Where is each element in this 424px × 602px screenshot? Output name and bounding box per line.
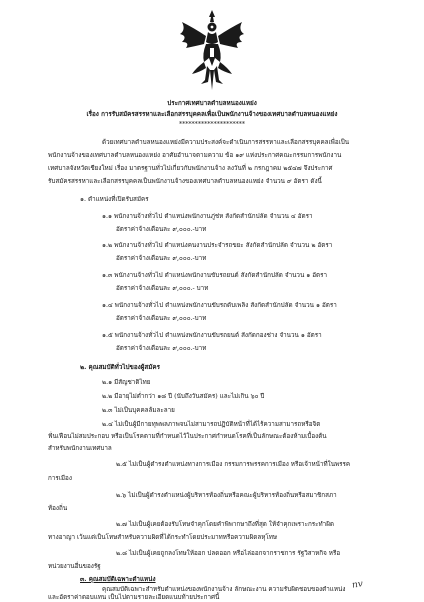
qualification-2-3: ๒.๓ ไม่เป็นบุคคลล้มละลาย — [102, 407, 175, 414]
org-title: ประกาศเทศบาลตำบลหนองแหย่ง — [167, 100, 257, 107]
qualification-2-2: ๒.๒ มีอายุไม่ต่ำกว่า ๑๘ ปี (นับถึงวันสมัคร) และไม่เกิน ๖๐ ปี — [102, 393, 265, 400]
position-1-3-wage: อัตราค่าจ้างเดือนละ ๙,๐๐๐.- บาท — [116, 285, 209, 292]
qualification-2-6: ๒.๖ ไม่เป็นผู้ดำรงตำแหน่งผู้บริหารท้องถิ่นหรือคณะผู้บริหารท้องถิ่นหรือสมาชิกสภา — [116, 492, 337, 499]
intro-line-3: เทศบาลจังหวัดเชียงใหม่ เรื่อง มาตรฐานทั่วไปเกี่ยวกับพนักงานจ้าง ลงวันที่ ๒ กรกฎาคม ๒๕๔๗ จึงประกาศ — [48, 165, 333, 172]
separator-stars: ********************* — [178, 121, 246, 128]
qualification-2-6-cont: ท้องถิ่น — [48, 505, 68, 512]
qualification-2-1: ๒.๑ มีสัญชาติไทย — [102, 379, 151, 386]
section-1-title: ๑. ตำแหน่งที่เปิดรับสมัคร — [80, 196, 149, 203]
position-1-4-wage: อัตราค่าจ้างเดือนละ ๙,๐๐๐.-บาท — [116, 315, 207, 322]
position-1-1-wage: อัตราค่าจ้างเดือนละ ๙,๐๐๐.-บาท — [116, 226, 207, 233]
position-1-2: ๑.๒ พนักงานจ้างทั่วไป ตำแหน่งคนงานประจำรถขยะ สังกัดสำนักปลัด จำนวน ๒ อัตรา — [102, 242, 333, 249]
intro-line-1: ด้วยเทศบาลตำบลหนองแหย่งมีความประสงค์จะดำเนินการสรรหาและเลือกสรรบุคคลเพื่อเป็น — [102, 139, 350, 146]
section-3-title: ๓. คุณสมบัติเฉพาะตำแหน่ง — [80, 576, 156, 583]
qualification-2-4-end: สำหรับพนักงานเทศบาล — [48, 445, 112, 452]
qualification-2-5: ๒.๕ ไม่เป็นผู้ดำรงตำแหน่งทางการเมือง กรรมการพรรคการเมือง หรือเจ้าหน้าที่ในพรรค — [116, 461, 351, 468]
intro-line-4: รับสมัครสรรหาและเลือกสรรบุคคลเป็นพนักงานจ้างของเทศบาลตำบลหนองแหย่ง จำนวน ๙ อัตรา ดังนี้ — [48, 178, 322, 185]
position-1-1: ๑.๑ พนักงานจ้างทั่วไป ตำแหน่งพนักงานภู่ช่ห สังกัดสำนักปลัด จำนวน ๔ อัตรา — [102, 213, 313, 220]
qualification-2-8: ๒.๘ ไม่เป็นผู้เคยถูกลงโทษให้ออก ปลดออก หรือไล่ออกจากราชการ รัฐวิสาหกิจ หรือ — [116, 550, 341, 557]
position-1-2-wage: อัตราค่าจ้างเดือนละ ๙,๐๐๐.-บาท — [116, 255, 207, 262]
intro-line-2: พนักงานจ้างของเทศบาลตำบลหนองแหย่ง อาศัยอำนาจตามความ ข้อ ๑๙ แห่งประกาศคณะกรรมการพนักงาน — [48, 152, 342, 159]
signature-mark: nv — [351, 579, 364, 591]
section-2-title: ๒. คุณสมบัติทั่วไปของผู้สมัคร — [80, 364, 160, 371]
qualification-2-4-cont: ฟั่นเฟือนไม่สมประกอบ หรือเป็นโรคตามที่กำหนดไว้ในประกาศกำหนดโรคที่เป็นลักษณะต้องห้ามเบื้องต้น — [48, 433, 327, 440]
position-1-4: ๑.๔ พนักงานจ้างทั่วไป ตำแหน่งพนักงานขับรถดับเพลิง สังกัดสำนักปลัด จำนวน ๑ อัตรา — [102, 302, 337, 309]
position-1-5-wage: อัตราค่าจ้างเดือนละ ๙,๐๐๐.-บาท — [116, 345, 207, 352]
position-1-5: ๑.๕ พนักงานจ้างทั่วไป ตำแหน่งพนักงานขับรถยนต์ สังกัดกองช่าง จำนวน ๑ อัตรา — [102, 332, 322, 339]
section-3-line-2: และอัตราค่าตอบแทน เป็นไปตามรายละเอียดแนบท้ายประกาศนี้ — [48, 594, 220, 601]
qualification-2-4: ๒.๔ ไม่เป็นผู้มีกายทุพพลภาพจนไม่สามารถปฏิบัติหน้าที่ได้ไร้ความสามารถหรือจิต — [102, 421, 321, 428]
qualification-2-5-cont: การเมือง — [48, 475, 72, 482]
qualification-2-7: ๒.๗ ไม่เป็นผู้เคยต้องรับโทษจำคุกโดยคำพิพากษาถึงที่สุด ให้จำคุกเพราะกระทำผิด — [116, 521, 335, 528]
qualification-2-7-cont: ทางอาญา เว้นแต่เป็นโทษสำหรับความผิดที่ได้กระทำโดยประมาทหรือความผิดลหุโทษ — [48, 534, 278, 541]
subject-line: เรื่อง การรับสมัครสรรหาและเลือกสรรบุคคลเพื่อเป็นพนักงานจ้างของเทศบาลตำบลหนองแหย่ง — [86, 111, 338, 118]
qualification-2-8-cont: หน่วยงานอื่นของรัฐ — [48, 563, 101, 570]
garuda-emblem-icon — [176, 8, 248, 92]
section-3-line-1: คุณสมบัติเฉพาะสำหรับตำแหน่งของพนักงานจ้าง ลักษณะงาน ความรับผิดชอบของตำแหน่ง — [102, 586, 346, 593]
position-1-3: ๑.๓ พนักงานจ้างทั่วไป ตำแหน่งพนักงานขับรถยนต์ สังกัดสำนักปลัด จำนวน ๑ อัตรา — [102, 272, 328, 279]
